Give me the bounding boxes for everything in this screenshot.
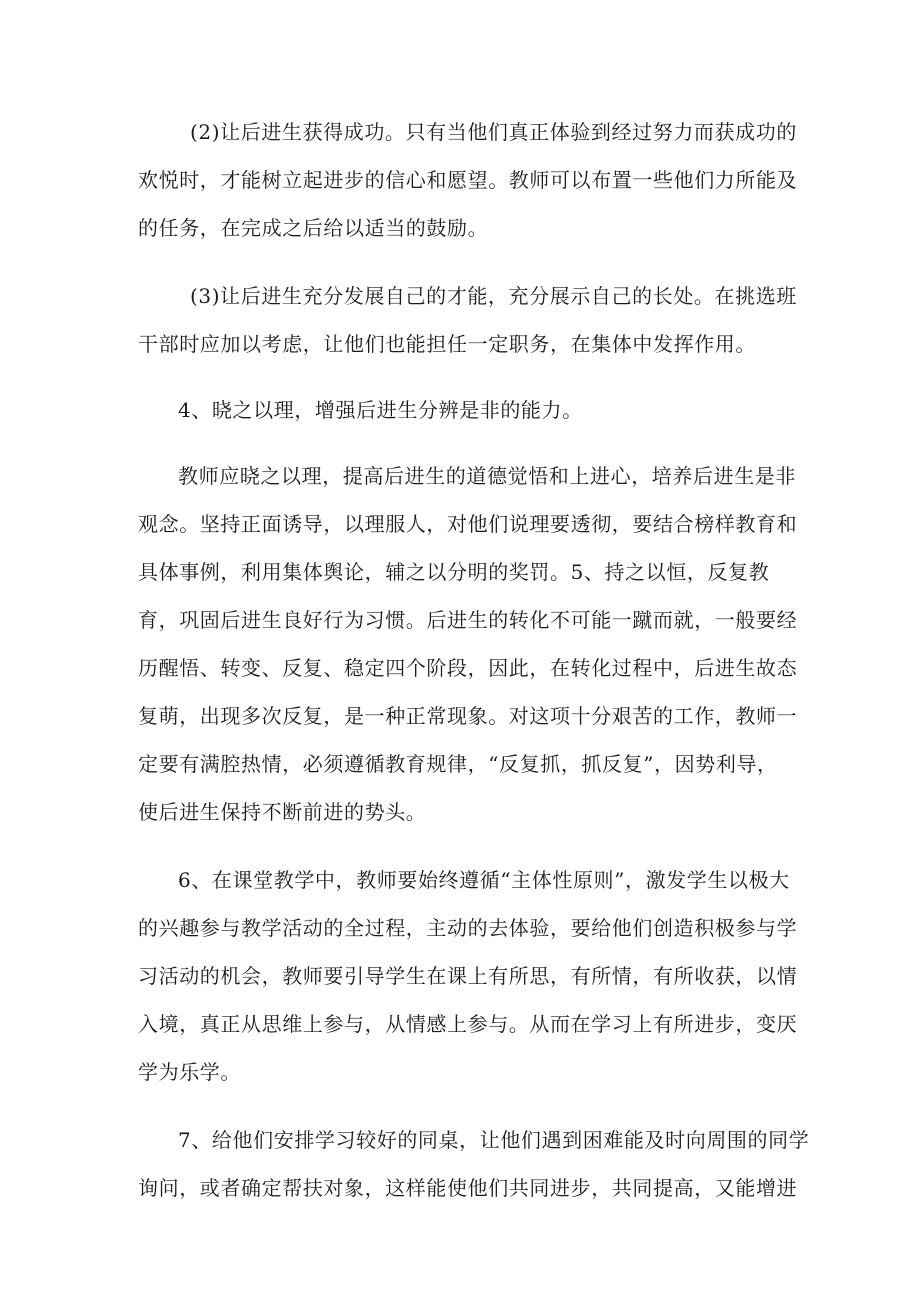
- paragraph-4-heading: 4、晓之以理，增强后进生分辨是非的能力。: [178, 398, 583, 422]
- paragraph-2-line-1: (2)让后进生获得成功。只有当他们真正体验到经过努力而获成功的: [190, 120, 797, 144]
- paragraph-6-line-3: 习活动的机会，教师要引导学生在课上有所思，有所情，有所收获，以情: [138, 964, 798, 988]
- paragraph-5-line-3: 具体事例，利用集体舆论，辅之以分明的奖罚。5、持之以恒，反复教: [138, 560, 770, 584]
- paragraph-5-line-6: 复萌，出现多次反复，是一种正常现象。对这项十分艰苦的工作，教师一: [138, 704, 798, 728]
- paragraph-6-line-2: 的兴趣参与教学活动的全过程，主动的去体验，要给他们创造积极参与学: [138, 916, 798, 940]
- paragraph-2-line-3: 的任务，在完成之后给以适当的鼓励。: [138, 216, 489, 240]
- paragraph-5-line-1: 教师应晓之以理，提高后进生的道德觉悟和上进心，培养后进生是非: [178, 464, 796, 488]
- paragraph-6-line-1: 6、在课堂教学中，教师要始终遵循“主体性原则”，激发学生以极大: [178, 868, 790, 892]
- paragraph-6-line-5: 学为乐学。: [138, 1060, 241, 1084]
- paragraph-7-line-1: 7、给他们安排学习较好的同桌，让他们遇到困难能及时向周围的同学: [178, 1128, 810, 1152]
- paragraph-5-line-5: 历醒悟、转变、反复、稳定四个阶段，因此，在转化过程中，后进生故态: [138, 656, 798, 680]
- paragraph-7-line-2: 询问，或者确定帮扶对象，这样能使他们共同进步，共同提高，又能增进: [138, 1176, 798, 1200]
- paragraph-5-line-2: 观念。坚持正面诱导，以理服人，对他们说理要透彻，要结合榜样教育和: [138, 512, 798, 536]
- paragraph-3-line-1: (3)让后进生充分发展自己的才能，充分展示自己的长处。在挑选班: [190, 284, 797, 308]
- paragraph-3-line-2: 干部时应加以考虑，让他们也能担任一定职务，在集体中发挥作用。: [138, 332, 756, 356]
- paragraph-5-line-4: 育，巩固后进生良好行为习惯。后进生的转化不可能一蹴而就，一般要经: [138, 608, 798, 632]
- paragraph-5-line-7: 定要有满腔热情，必须遵循教育规律，“反复抓，抓反复”，因势利导，: [138, 752, 778, 776]
- paragraph-6-line-4: 入境，真正从思维上参与，从情感上参与。从而在学习上有所进步，变厌: [138, 1012, 798, 1036]
- paragraph-5-line-8: 使后进生保持不断前进的势头。: [138, 800, 427, 824]
- paragraph-2-line-2: 欢悦时，才能树立起进步的信心和愿望。教师可以布置一些他们力所能及: [138, 168, 798, 192]
